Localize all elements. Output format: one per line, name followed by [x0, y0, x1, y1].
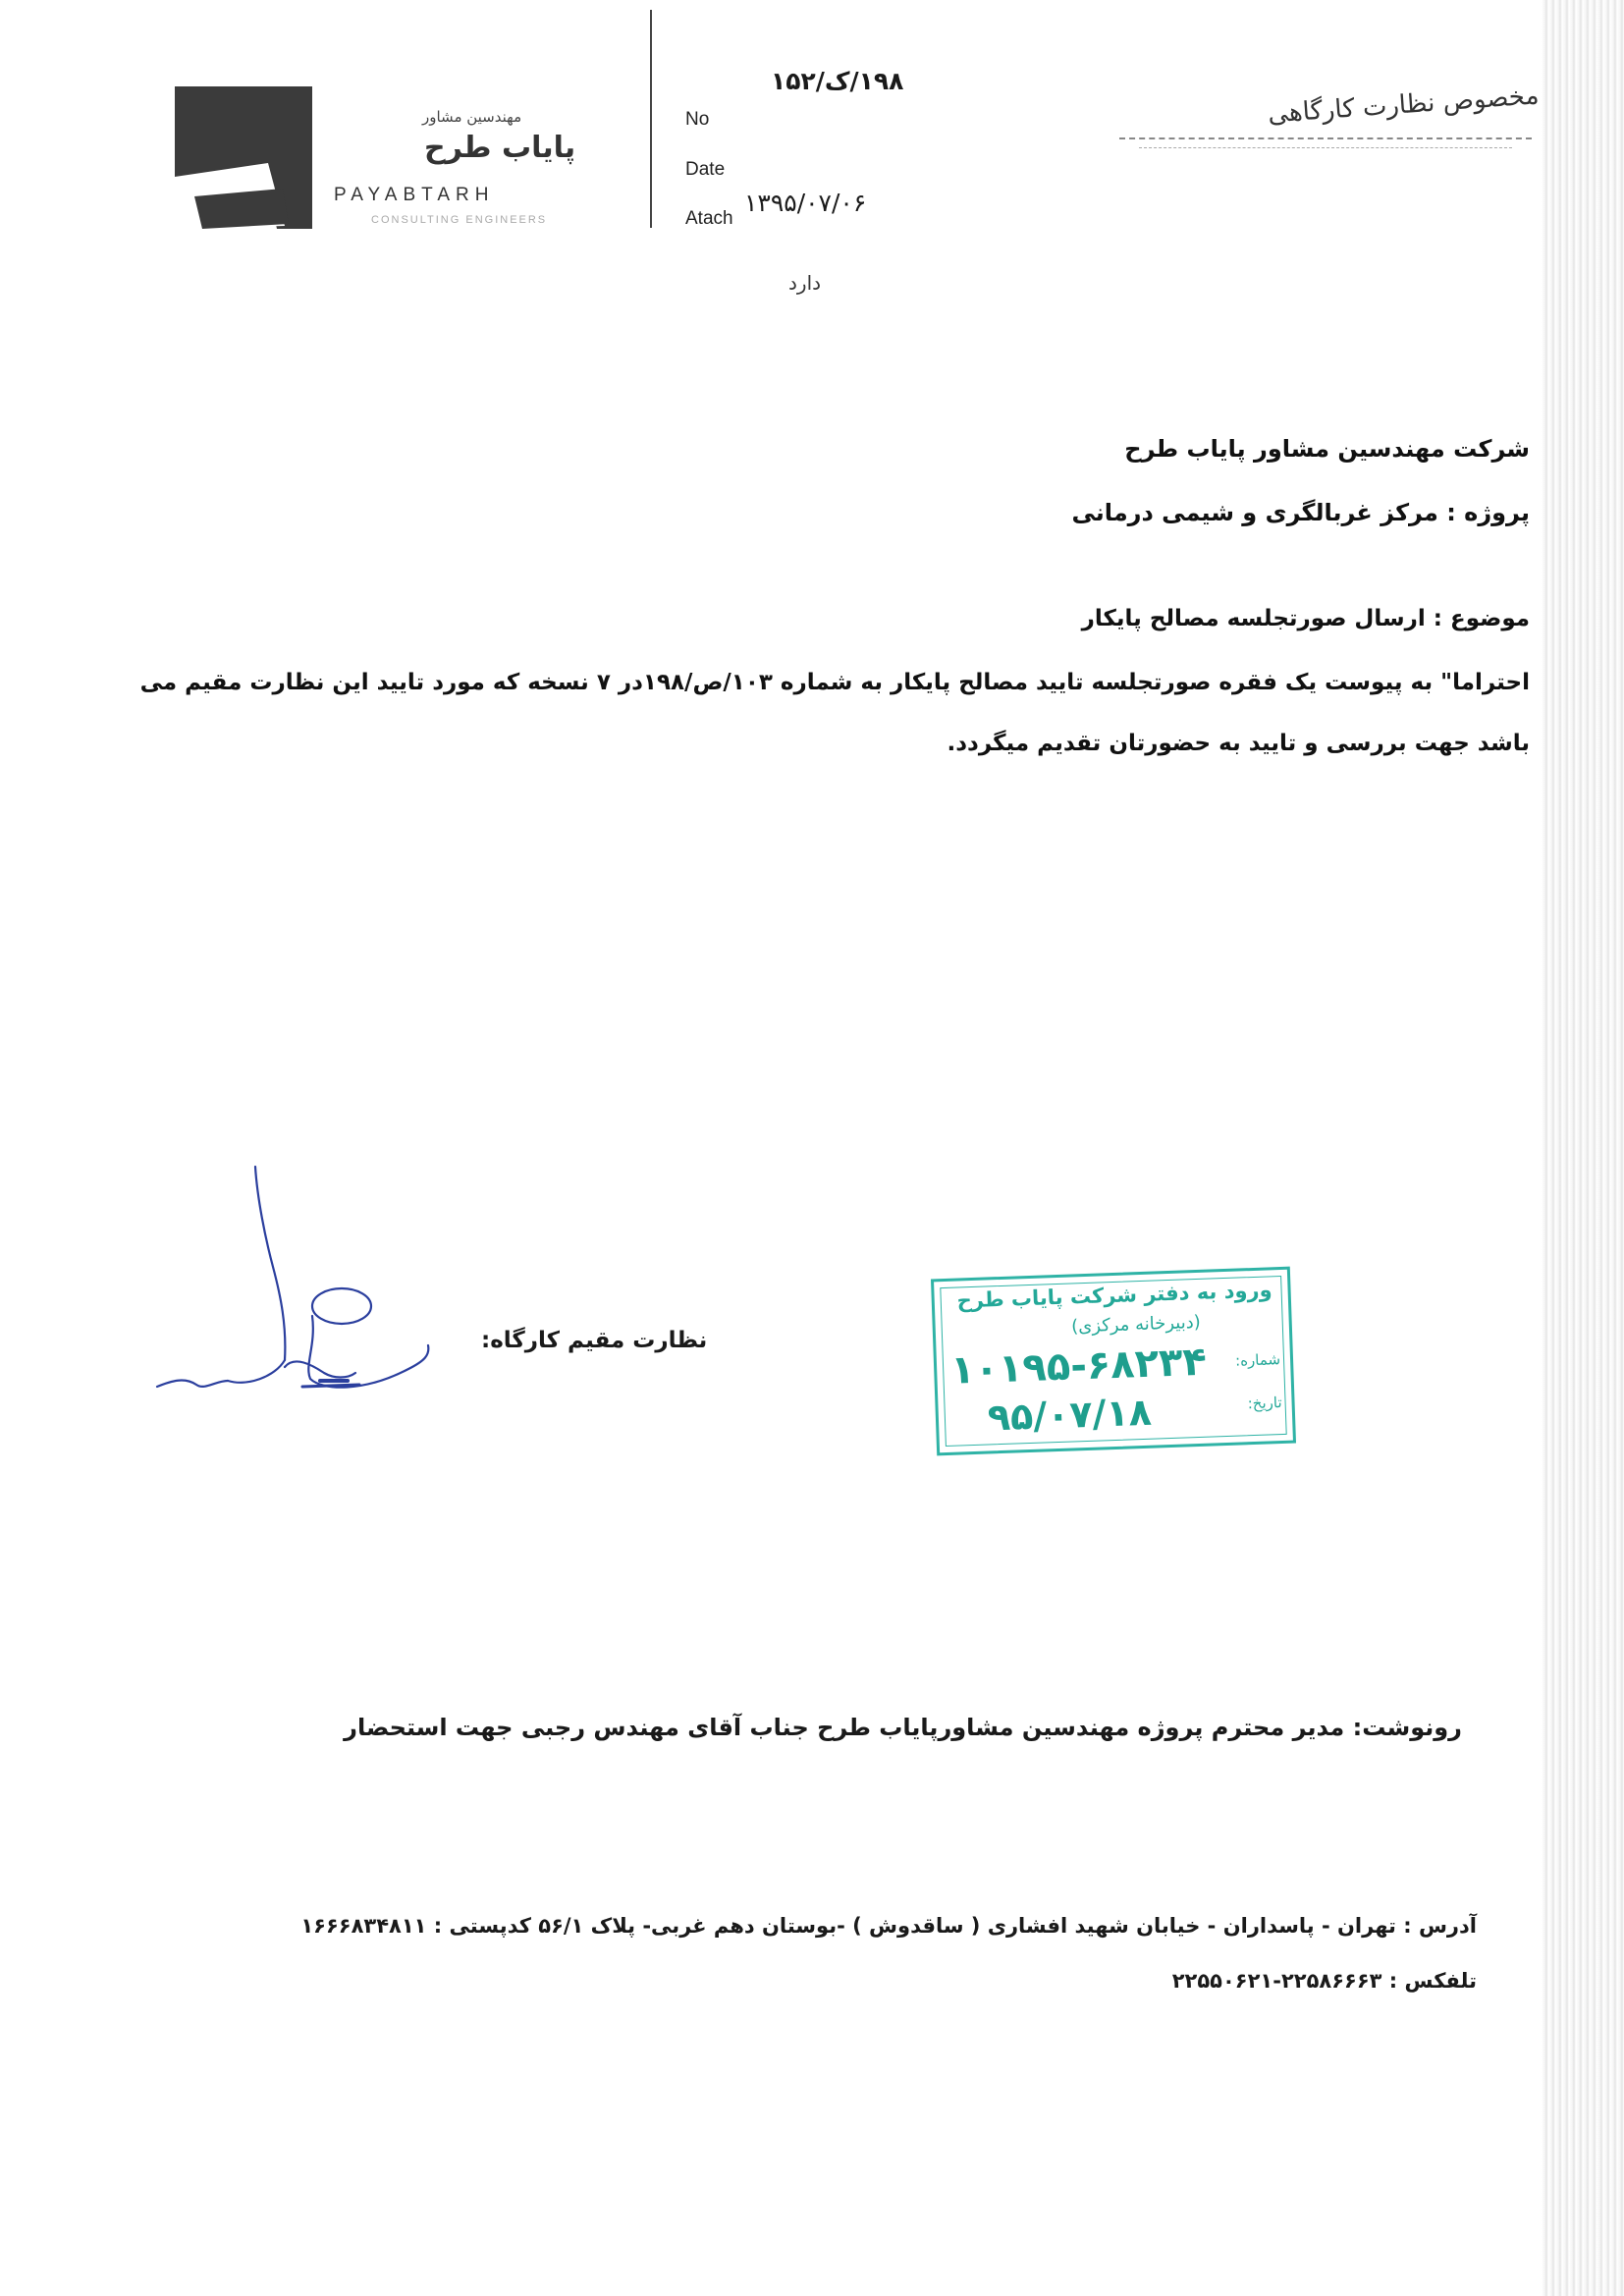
logo-subtitle-en: CONSULTING ENGINEERS [371, 214, 548, 226]
logo-name-fa-small: مهندسین مشاور [422, 108, 522, 126]
recipient-company: شرکت مهندسین مشاور پایاب طرح [1124, 435, 1530, 463]
stamp-number-value: ۱۰۱۹۵-۶۸۲۳۴ [949, 1339, 1208, 1394]
body-line-1: احتراما" به پیوست یک فقره صورتجلسه تایید مصالح پایکار به شماره ۱۰۳/ص/۱۹۸در ۷ نسخه که مورد تایید این نظارت مقیم می [139, 670, 1530, 695]
subject-line: موضوع : ارسال صورتجلسه مصالح پایکار [1081, 606, 1530, 631]
letter-date: ۱۳۹۵/۰۷/۰۶ [744, 189, 867, 217]
handwritten-signature [137, 1159, 452, 1434]
logo-name-en: PAYABTARH [334, 185, 495, 205]
date-label: Date [685, 159, 726, 180]
scan-edge [1542, 0, 1624, 2296]
received-stamp [931, 1267, 1296, 1456]
company-logo-mark [175, 86, 312, 229]
supervisor-label: نظارت مقیم کارگاه: [481, 1328, 708, 1353]
body-line-2: باشد جهت بررسی و تایید به حضورتان تقدیم میگردد. [947, 731, 1530, 756]
footer-address: آدرس : تهران - پاسداران - خیابان شهید افشاری ( ساقدوش ) -بوستان دهم غربی- پلاک ۵۶/۱ کدپستی : ۱۶۶۶۸۳۴۸۱۱ [300, 1914, 1477, 1938]
project-line: پروژه : مرکز غربالگری و شیمی درمانی [1071, 499, 1530, 526]
header-divider [650, 10, 652, 228]
logo-name-fa: پایاب طرح [424, 131, 576, 165]
attachment-value: دارد [788, 271, 822, 295]
no-label: No [685, 109, 710, 130]
stamp-date-value: ۹۵/۰۷/۱۸ [987, 1390, 1153, 1440]
cc-line: رونوشت: مدیر محترم پروژه مهندسین مشاورپایاب طرح جناب آقای مهندس رجبی جهت استحضار [344, 1714, 1462, 1741]
special-note-underline [1119, 137, 1532, 139]
atach-label: Atach [685, 208, 733, 229]
special-note-underline-2 [1139, 147, 1512, 148]
stamp-title: ورود به دفتر شرکت پایاب طرح [956, 1278, 1272, 1313]
stamp-date-label: تاریخ: [1247, 1394, 1282, 1413]
stamp-number-label: شماره: [1234, 1350, 1281, 1370]
footer-fax: تلفکس : ۲۲۵۸۶۶۶۳-۲۲۵۵۰۶۲۱ [1171, 1969, 1477, 1993]
stamp-subtitle: (دبیرخانه مرکزی) [1070, 1311, 1202, 1338]
letter-number: ۱۹۸/ک/۱۵۲ [771, 67, 904, 95]
special-note: مخصوص نظارت کارگاهی [1267, 81, 1541, 130]
